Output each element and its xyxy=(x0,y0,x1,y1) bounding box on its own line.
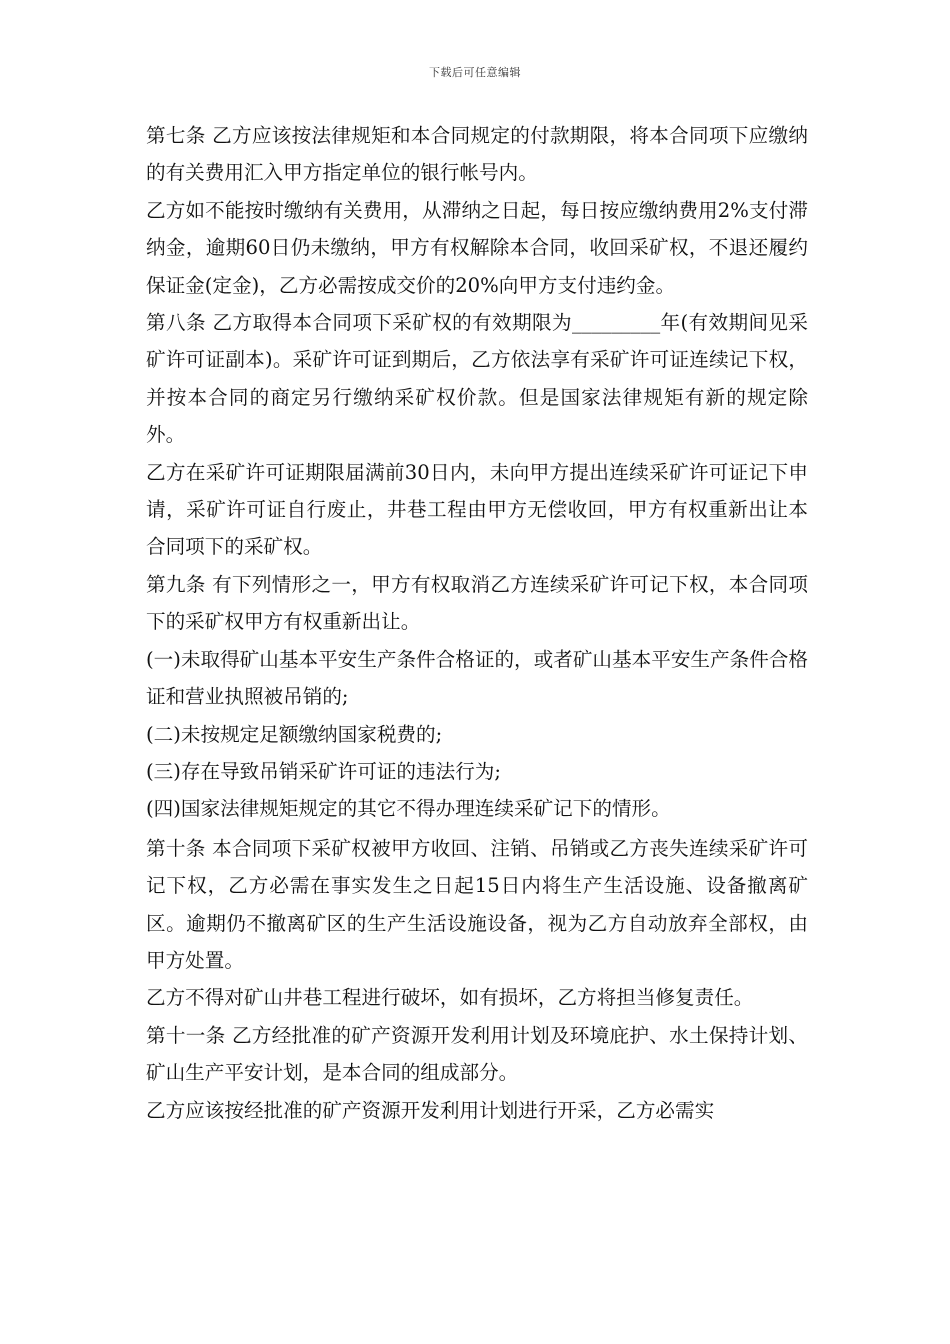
list-item-2: (二)未按规定足额缴纳国家税费的; xyxy=(146,722,443,746)
paragraph-article-10: 第十条 本合同项下采矿权被甲方收回、注销、吊销或乙方丧失连续采矿许可记下权，乙方必需在事实发生之日起15日内将生产生活设施、设备撤离矿区。逾期仍不撤离矿区的生产生活设施设备，视为乙方自动放弃全部权，由甲方处置。 xyxy=(146,836,808,972)
list-item-3: (三)存在导致吊销采矿许可证的违法行为; xyxy=(146,759,501,783)
page-header-note: 下载后可任意编辑 xyxy=(429,66,521,79)
paragraph-article-7: 第七条 乙方应该按法律规矩和本合同规定的付款期限，将本合同项下应缴纳的有关费用汇入甲方指定单位的银行帐号内。 xyxy=(146,124,808,185)
paragraph-article-8: 第八条 乙方取得本合同项下采矿权的有效期限为_________年(有效期间见采矿许可证副本)。采矿许可证到期后，乙方依法享有采矿许可证连续记下权，并按本合同的商定另行缴纳采矿权价款。但是国家法律规矩有新的规定除外。 xyxy=(146,311,808,447)
paragraph-mining-plan: 乙方应该按经批准的矿产资源开发利用计划进行开采，乙方必需实 xyxy=(146,1098,715,1122)
paragraph-no-damage: 乙方不得对矿山井巷工程进行破坏，如有损坏，乙方将担当修复责任。 xyxy=(146,986,754,1010)
list-item-1: (一)未取得矿山基本平安生产条件合格证的，或者矿山基本平安生产条件合格证和营业执照被吊销的; xyxy=(146,647,808,709)
paragraph-renewal-application: 乙方在采矿许可证期限届满前30日内，未向甲方提出连续采矿许可证记下申请，采矿许可证自行废止，井巷工程由甲方无偿收回，甲方有权重新出让本合同项下的采矿权。 xyxy=(146,460,808,559)
document-body xyxy=(146,117,808,1129)
paragraph-article-11: 第十一条 乙方经批准的矿产资源开发利用计划及环境庇护、水土保持计划、矿山生产平安计划，是本合同的组成部分。 xyxy=(146,1023,808,1085)
list-item-4: (四)国家法律规矩规定的其它不得办理连续采矿记下的情形。 xyxy=(146,797,671,821)
paragraph-article-9: 第九条 有下列情形之一，甲方有权取消乙方连续采矿许可记下权，本合同项下的采矿权甲方有权重新出让。 xyxy=(146,572,808,634)
paragraph-late-payment: 乙方如不能按时缴纳有关费用，从滞纳之日起，每日按应缴纳费用2%支付滞纳金，逾期60日仍未缴纳，甲方有权解除本合同，收回采矿权，不退还履约保证金(定金)，乙方必需按成交价的20%向甲方支付违约金。 xyxy=(146,198,808,297)
